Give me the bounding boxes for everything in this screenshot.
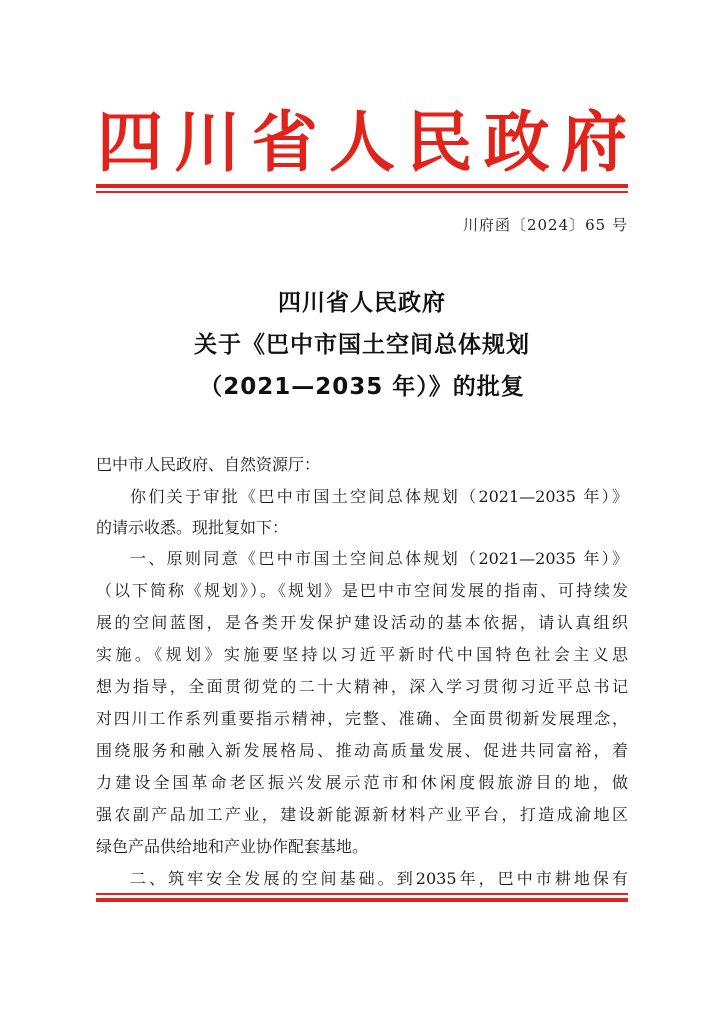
document-number: 川府函〔2024〕65 号 (462, 216, 628, 234)
body-line: 强农副产品加工产业，建设新能源新材料产业平台，打造成渝地区 (96, 805, 628, 824)
masthead-divider-thick (96, 184, 628, 188)
document-title-line-3: （2021—2035 年）》的批复 (199, 374, 525, 400)
document-title-line-2: 关于《巴中市国土空间总体规划 (194, 332, 530, 358)
masthead-char: 政 (483, 103, 550, 181)
masthead-char: 府 (560, 103, 627, 181)
salutation: 巴中市人民政府、自然资源厅： (96, 455, 321, 474)
body-line: 对四川工作系列重要指示精神，完整、准确、全面贯彻新发展理念， (96, 709, 628, 728)
masthead-char: 四 (97, 103, 163, 181)
masthead-char: 人 (328, 103, 395, 181)
body-line: 力建设全国革命老区振兴发展示范市和休闲度假旅游目的地，做 (96, 773, 628, 792)
masthead-title (92, 104, 632, 180)
body-line: 实施。《规划》实施要坚持以习近平新时代中国特色社会主义思 (96, 645, 628, 664)
body-line: 绿色产品供给地和产业协作配套基地。 (96, 837, 369, 856)
masthead-char: 省 (251, 103, 318, 181)
body-line: 围绕服务和融入新发展格局、推动高质量发展、促进共同富裕，着 (96, 741, 628, 760)
body-line: 展的空间蓝图，是各类开发保护建设活动的基本依据，请认真组织 (96, 613, 628, 632)
footer-divider-thick (96, 898, 628, 902)
body-line: 的请示收悉。现批复如下： (96, 518, 289, 537)
masthead-divider-thin (96, 191, 628, 193)
document-title-line-1: 四川省人民政府 (278, 290, 446, 316)
body-line: （以下简称《规划》）。《规划》是巴中市空间发展的指南、可持续发 (96, 581, 628, 600)
body-line: 你们关于审批《巴中市国土空间总体规划（2021—2035 年）》 (130, 487, 628, 506)
body-line: 想为指导，全面贯彻党的二十大精神，深入学习贯彻习近平总书记 (96, 677, 628, 696)
masthead-char: 民 (406, 103, 473, 181)
footer-divider-thin (96, 893, 628, 895)
body-line: 二、筑牢安全发展的空间基础。到2035年，巴中市耕地保有 (130, 869, 628, 888)
body-line: 一、原则同意《巴中市国土空间总体规划（2021—2035 年）》 (130, 549, 628, 568)
masthead-char: 川 (174, 103, 241, 181)
